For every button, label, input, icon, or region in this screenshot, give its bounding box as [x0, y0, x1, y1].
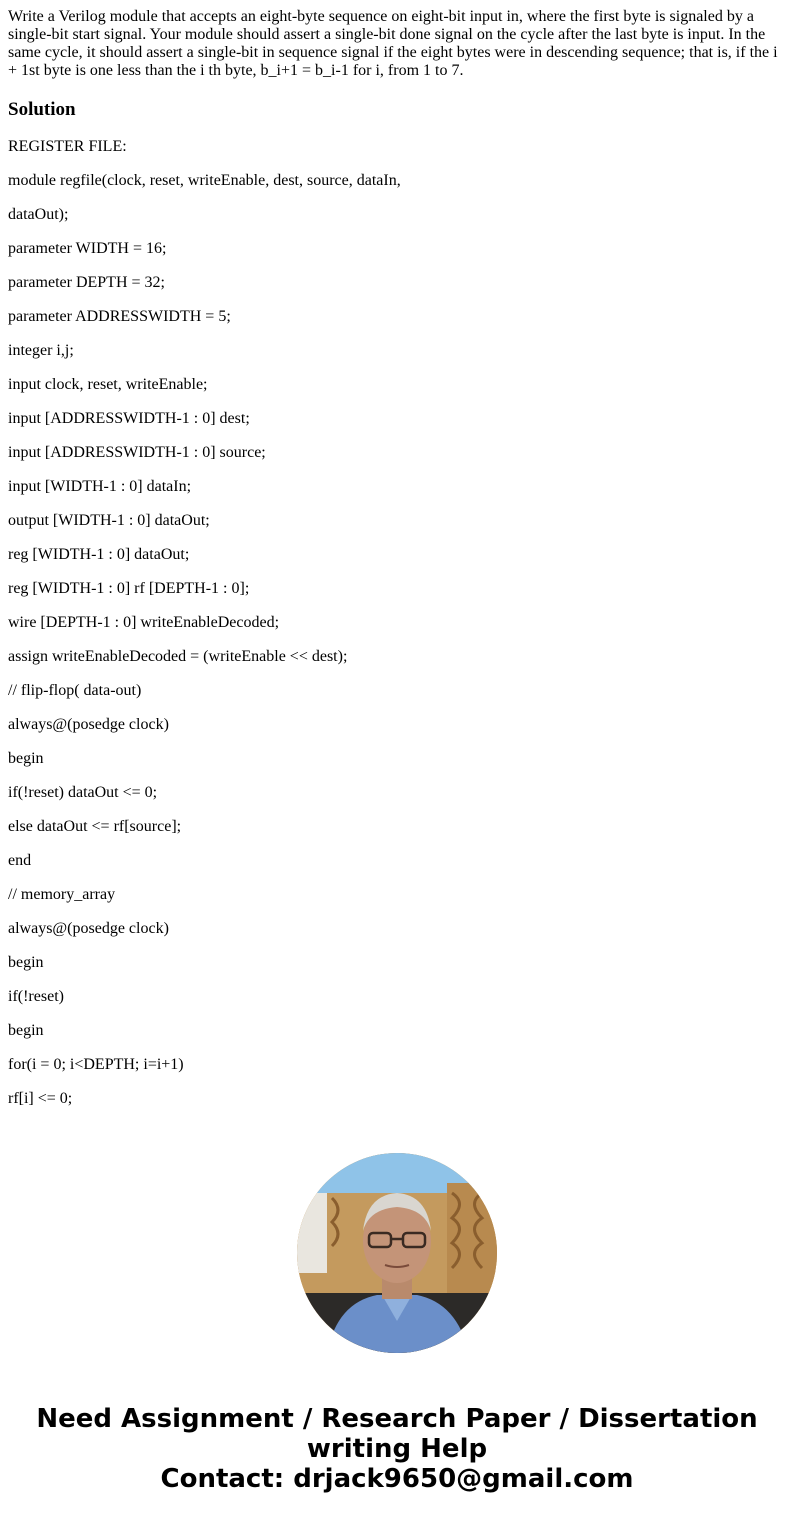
code-line: integer i,j;: [8, 342, 74, 359]
code-line: parameter DEPTH = 32;: [8, 274, 165, 291]
code-line: // memory_array: [8, 886, 116, 903]
code-line: always@(posedge clock): [8, 716, 169, 733]
code-line: if(!reset): [8, 988, 64, 1005]
code-line: REGISTER FILE:: [8, 138, 127, 155]
code-line: dataOut);: [8, 206, 69, 223]
code-line: reg [WIDTH-1 : 0] rf [DEPTH-1 : 0];: [8, 580, 250, 597]
code-line: parameter WIDTH = 16;: [8, 240, 167, 257]
code-line: input clock, reset, writeEnable;: [8, 376, 208, 393]
code-line: for(i = 0; i<DEPTH; i=i+1): [8, 1056, 184, 1073]
solution-heading: Solution: [8, 99, 76, 120]
code-line: wire [DEPTH-1 : 0] writeEnableDecoded;: [8, 614, 280, 631]
code-line: module regfile(clock, reset, writeEnable, dest, source, dataIn,: [8, 172, 401, 189]
code-line: begin: [8, 954, 44, 971]
code-line: else dataOut <= rf[source];: [8, 818, 182, 835]
promo-line-1: Need Assignment / Research Paper / Dissertation: [36, 1404, 758, 1434]
code-line: assign writeEnableDecoded = (writeEnable << dest);: [8, 648, 348, 665]
promo-banner: [0, 1404, 794, 1494]
code-line: begin: [8, 750, 44, 767]
promo-contact: Contact: drjack9650@gmail.com: [160, 1464, 634, 1494]
author-portrait-image: [297, 1153, 497, 1353]
promo-line-2: writing Help: [306, 1434, 488, 1464]
code-line: input [ADDRESSWIDTH-1 : 0] dest;: [8, 410, 250, 427]
code-line: reg [WIDTH-1 : 0] dataOut;: [8, 546, 190, 563]
code-line: always@(posedge clock): [8, 920, 169, 937]
code-line: rf[i] <= 0;: [8, 1090, 73, 1107]
author-avatar: [297, 1153, 497, 1353]
code-line: end: [8, 852, 32, 869]
code-line: output [WIDTH-1 : 0] dataOut;: [8, 512, 210, 529]
code-line: input [WIDTH-1 : 0] dataIn;: [8, 478, 192, 495]
code-line: if(!reset) dataOut <= 0;: [8, 784, 158, 801]
question-text: Write a Verilog module that accepts an eight-byte sequence on eight-bit input in, where the first byte is signaled by a single-bit start signal. Your module should assert a single-bit done signal on the cycle after the last byte is input. In the same cycle, it should assert a single-bit in sequence signal if the eight bytes were in descending sequence; that is, if the i + 1st byte is one less than the i th byte, b_i+1 = b_i-1 for i, from 1 to 7.: [8, 8, 778, 79]
code-line: parameter ADDRESSWIDTH = 5;: [8, 308, 231, 325]
code-line: input [ADDRESSWIDTH-1 : 0] source;: [8, 444, 266, 461]
solution-code-lines: [8, 138, 401, 1124]
code-line: // flip-flop( data-out): [8, 682, 142, 699]
code-line: begin: [8, 1022, 44, 1039]
